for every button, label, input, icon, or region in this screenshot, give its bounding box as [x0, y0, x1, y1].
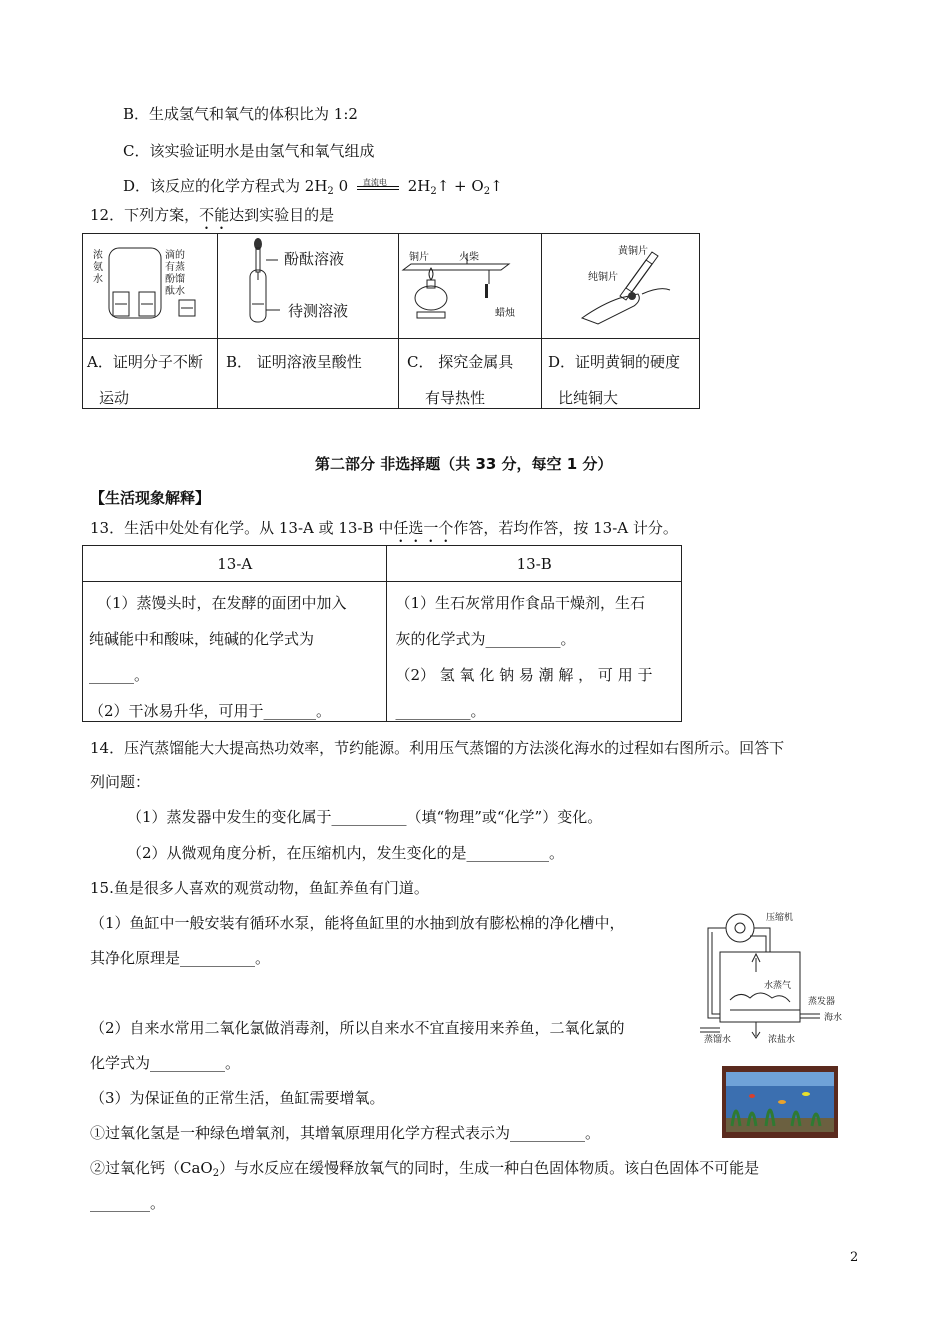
distillation-diagram — [690, 910, 860, 1045]
copper-sheet-label: 铜片 — [409, 252, 429, 263]
question-13-stem: 13．生活中处处有化学。从 13-A 或 13-B 中任选一个作答，若均作答，按 13-A 计分。 — [90, 519, 678, 537]
figure-b-cell — [218, 234, 399, 339]
question-15-part-3-2: ②过氧化钙（CaO$_2$）与水反应在缓慢释放氧气的同时，生成一种白色固体物质。该白色固体不可能是 — [90, 1159, 760, 1179]
option-11c: C．该实验证明水是由氢气和氧气组成 — [123, 142, 375, 160]
question-14-part-2: （2）从微观角度分析，在压缩机内，发生变化的是___________。 — [127, 844, 565, 862]
ammonia-label: 浓氨水 — [93, 250, 103, 285]
candle-label: 蜡烛 — [495, 308, 515, 319]
test-solution-label: 待测溶液 — [288, 302, 349, 320]
column-13a-header: 13-A — [83, 546, 387, 582]
evaporator-label: 蒸发器 — [808, 997, 836, 1007]
phenolphthalein-solution-label: 酚酞溶液 — [284, 250, 345, 268]
distilled-water-label: 蒸馏水 — [704, 1035, 732, 1045]
pure-copper-label: 纯铜片 — [588, 272, 618, 283]
question-15-part-3-2-cont: ________。 — [90, 1194, 166, 1212]
option-12c: C． 探究金属具 有导热性 — [399, 339, 542, 409]
question-15-part-1: （1）鱼缸中一般安装有循环水泵，能将鱼缸里的水抽到放有膨松棉的净化槽中， — [90, 914, 625, 932]
match-label: 火柴 — [459, 252, 479, 263]
column-13a-content: （1）蒸馒头时，在发酵的面团中加入 纯碱能中和酸味，纯碱的化学式为 ______。 （2）干冰易升华，可用于_______。 — [83, 582, 387, 722]
brass-label: 黄铜片 — [618, 246, 648, 257]
option-12d: D．证明黄铜的硬度 比纯铜大 — [542, 339, 700, 409]
page-number: 2 — [850, 1250, 859, 1265]
aquarium-image — [722, 1066, 838, 1138]
aquarium-picture — [722, 1066, 838, 1138]
question-15-part-3-1: ①过氧化氢是一种绿色增氧剂，其增氧原理用化学方程式表示为__________。 — [90, 1124, 601, 1142]
question-12-stem: 12．下列方案，不能达到实验目的是 — [90, 206, 335, 224]
question-14-line-1: 14．压汽蒸馏能大大提高热功效率，节约能源。利用压气蒸馏的方法淡化海水的过程如右图所示。回答下 — [90, 739, 785, 757]
figure-c-cell — [399, 234, 542, 339]
vapor-label: 水蒸气 — [764, 981, 792, 991]
section-heading: 【生活现象解释】 — [90, 489, 211, 507]
question-15-stem: 15.鱼是很多人喜欢的观赏动物，鱼缸养鱼有门道。 — [90, 879, 429, 897]
question-15-part-2-cont: 化学式为__________。 — [90, 1054, 241, 1072]
option-12a: A．证明分子不断 运动 — [83, 339, 218, 409]
phenolphthalein-label: 滴的有蒸酚馏酞水 — [165, 250, 185, 297]
option-12b: B． 证明溶液呈酸性 — [218, 339, 399, 409]
question-15-part-1-cont: 其净化原理是__________。 — [90, 949, 271, 967]
brine-label: 浓盐水 — [768, 1035, 796, 1045]
column-13b-header: 13-B — [387, 546, 682, 582]
figure-d-cell — [542, 234, 700, 339]
figure-a-cell — [83, 234, 218, 339]
question-12-table — [82, 233, 700, 409]
seawater-label: 海水 — [824, 1013, 843, 1023]
part-two-title: 第二部分 非选择题（共 33 分，每空 1 分） — [315, 455, 613, 473]
question-13-table — [82, 545, 682, 722]
option-11d: D．该反应的化学方程式为 $2H_2$ 0 直流电 $2H_2↑$ + $O_2↑$ — [123, 177, 503, 197]
question-15-part-2: （2）自来水常用二氧化氯做消毒剂，所以自来水不宜直接用来养鱼，二氧化氯的 — [90, 1019, 625, 1037]
question-14-line-2: 列问题： — [90, 773, 151, 791]
option-11b: B．生成氢气和氧气的体积比为 1:2 — [123, 105, 358, 123]
question-15-part-3: （3）为保证鱼的正常生活，鱼缸需要增氧。 — [90, 1089, 385, 1107]
question-14-part-1: （1）蒸发器中发生的变化属于__________（填“物理”或“化学”）变化。 — [127, 808, 603, 826]
compressor-label: 压缩机 — [766, 913, 794, 923]
column-13b-content: （1）生石灰常用作食品干燥剂，生石 灰的化学式为__________。 （2） 氢 氧 化 钠 易 潮 解 ， 可 用 于 __________。 — [387, 582, 682, 722]
